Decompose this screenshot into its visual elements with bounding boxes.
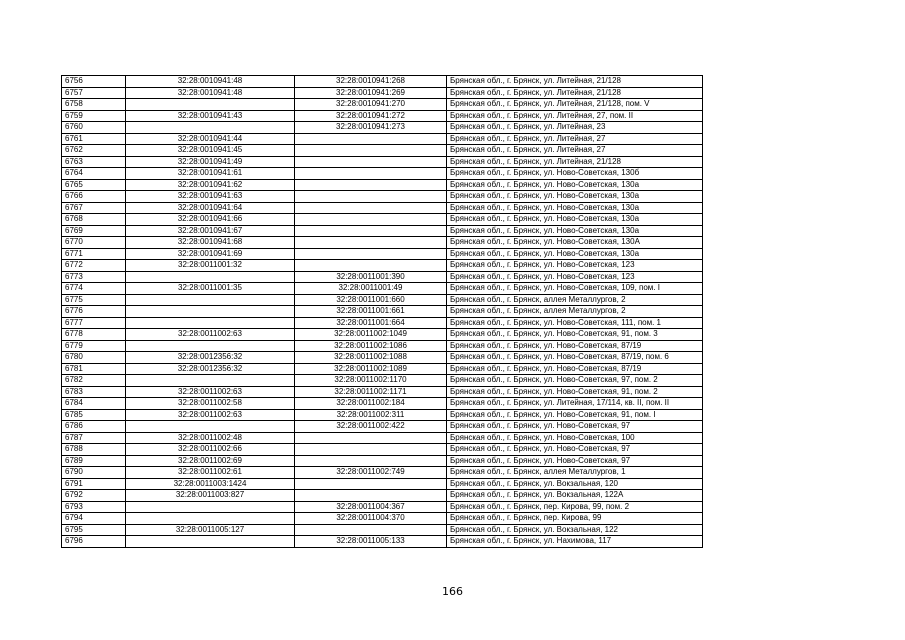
row-number-cell: 6781 [62, 363, 126, 375]
parcel-cadastral-number-cell: 32:28:0010941:68 [126, 237, 295, 249]
row-number-cell: 6789 [62, 455, 126, 467]
table-row [62, 501, 703, 513]
row-number-cell: 6782 [62, 375, 126, 387]
building-cadastral-number-cell: 32:28:0011002:1089 [295, 363, 447, 375]
table-row [62, 214, 703, 226]
address-cell: Брянская обл., г. Брянск, ул. Ново-Советская, 97 [447, 455, 703, 467]
building-cadastral-number-cell [295, 260, 447, 272]
address-cell: Брянская обл., г. Брянск, ул. Нахимова, 117 [447, 536, 703, 548]
row-number-cell: 6790 [62, 467, 126, 479]
table-row [62, 536, 703, 548]
building-cadastral-number-cell [295, 490, 447, 502]
table-row [62, 283, 703, 295]
parcel-cadastral-number-cell [126, 122, 295, 134]
address-cell: Брянская обл., г. Брянск, ул. Ново-Советская, 130а [447, 225, 703, 237]
parcel-cadastral-number-cell: 32:28:0011002:61 [126, 467, 295, 479]
building-cadastral-number-cell: 32:28:0011002:749 [295, 467, 447, 479]
address-cell: Брянская обл., г. Брянск, ул. Ново-Советская, 130А [447, 237, 703, 249]
parcel-cadastral-number-cell [126, 375, 295, 387]
registry-table-body [62, 76, 703, 548]
address-cell: Брянская обл., г. Брянск, ул. Ново-Советская, 87/19 [447, 340, 703, 352]
table-row [62, 524, 703, 536]
parcel-cadastral-number-cell [126, 501, 295, 513]
building-cadastral-number-cell [295, 478, 447, 490]
building-cadastral-number-cell: 32:28:0011001:660 [295, 294, 447, 306]
address-cell: Брянская обл., г. Брянск, ул. Ново-Советская, 100 [447, 432, 703, 444]
table-row [62, 490, 703, 502]
building-cadastral-number-cell [295, 191, 447, 203]
address-cell: Брянская обл., г. Брянск, ул. Литейная, 27, пом. II [447, 110, 703, 122]
row-number-cell: 6794 [62, 513, 126, 525]
address-cell: Брянская обл., г. Брянск, ул. Ново-Советская, 91, пом. 2 [447, 386, 703, 398]
table-row [62, 294, 703, 306]
parcel-cadastral-number-cell: 32:28:0011001:32 [126, 260, 295, 272]
parcel-cadastral-number-cell: 32:28:0010941:48 [126, 76, 295, 88]
parcel-cadastral-number-cell [126, 421, 295, 433]
parcel-cadastral-number-cell [126, 317, 295, 329]
building-cadastral-number-cell [295, 133, 447, 145]
building-cadastral-number-cell [295, 524, 447, 536]
building-cadastral-number-cell: 32:28:0010941:269 [295, 87, 447, 99]
building-cadastral-number-cell: 32:28:0011002:422 [295, 421, 447, 433]
building-cadastral-number-cell: 32:28:0011002:311 [295, 409, 447, 421]
table-row [62, 122, 703, 134]
parcel-cadastral-number-cell: 32:28:0011005:127 [126, 524, 295, 536]
row-number-cell: 6774 [62, 283, 126, 295]
building-cadastral-number-cell: 32:28:0010941:273 [295, 122, 447, 134]
address-cell: Брянская обл., г. Брянск, ул. Ново-Советская, 91, пом. I [447, 409, 703, 421]
address-cell: Брянская обл., г. Брянск, пер. Кирова, 99, пом. 2 [447, 501, 703, 513]
row-number-cell: 6780 [62, 352, 126, 364]
row-number-cell: 6787 [62, 432, 126, 444]
parcel-cadastral-number-cell [126, 99, 295, 111]
parcel-cadastral-number-cell: 32:28:0010941:61 [126, 168, 295, 180]
parcel-cadastral-number-cell: 32:28:0011003:1424 [126, 478, 295, 490]
table-row [62, 87, 703, 99]
building-cadastral-number-cell: 32:28:0011002:1170 [295, 375, 447, 387]
parcel-cadastral-number-cell [126, 513, 295, 525]
table-row [62, 467, 703, 479]
building-cadastral-number-cell: 32:28:0011004:367 [295, 501, 447, 513]
address-cell: Брянская обл., г. Брянск, аллея Металлургов, 2 [447, 306, 703, 318]
row-number-cell: 6775 [62, 294, 126, 306]
parcel-cadastral-number-cell: 32:28:0010941:66 [126, 214, 295, 226]
row-number-cell: 6766 [62, 191, 126, 203]
building-cadastral-number-cell [295, 455, 447, 467]
row-number-cell: 6784 [62, 398, 126, 410]
building-cadastral-number-cell: 32:28:0011004:370 [295, 513, 447, 525]
table-row [62, 340, 703, 352]
address-cell: Брянская обл., г. Брянск, ул. Вокзальная, 122 [447, 524, 703, 536]
row-number-cell: 6770 [62, 237, 126, 249]
table-row [62, 409, 703, 421]
table-row [62, 179, 703, 191]
parcel-cadastral-number-cell [126, 294, 295, 306]
address-cell: Брянская обл., г. Брянск, аллея Металлургов, 1 [447, 467, 703, 479]
row-number-cell: 6779 [62, 340, 126, 352]
parcel-cadastral-number-cell [126, 340, 295, 352]
row-number-cell: 6788 [62, 444, 126, 456]
parcel-cadastral-number-cell: 32:28:0010941:67 [126, 225, 295, 237]
row-number-cell: 6792 [62, 490, 126, 502]
building-cadastral-number-cell: 32:28:0011002:1049 [295, 329, 447, 341]
address-cell: Брянская обл., г. Брянск, ул. Ново-Советская, 130а [447, 202, 703, 214]
row-number-cell: 6773 [62, 271, 126, 283]
building-cadastral-number-cell: 32:28:0010941:268 [295, 76, 447, 88]
parcel-cadastral-number-cell: 32:28:0010941:43 [126, 110, 295, 122]
table-row [62, 271, 703, 283]
address-cell: Брянская обл., г. Брянск, пер. Кирова, 99 [447, 513, 703, 525]
parcel-cadastral-number-cell: 32:28:0011001:35 [126, 283, 295, 295]
parcel-cadastral-number-cell: 32:28:0010941:48 [126, 87, 295, 99]
address-cell: Брянская обл., г. Брянск, ул. Вокзальная, 122А [447, 490, 703, 502]
row-number-cell: 6756 [62, 76, 126, 88]
row-number-cell: 6761 [62, 133, 126, 145]
row-number-cell: 6786 [62, 421, 126, 433]
building-cadastral-number-cell [295, 225, 447, 237]
parcel-cadastral-number-cell [126, 306, 295, 318]
table-row [62, 225, 703, 237]
row-number-cell: 6768 [62, 214, 126, 226]
page-number: 166 [442, 585, 463, 598]
table-row [62, 363, 703, 375]
parcel-cadastral-number-cell: 32:28:0010941:49 [126, 156, 295, 168]
address-cell: Брянская обл., г. Брянск, ул. Ново-Советская, 123 [447, 260, 703, 272]
table-row [62, 386, 703, 398]
table-row [62, 375, 703, 387]
building-cadastral-number-cell [295, 248, 447, 260]
table-row [62, 202, 703, 214]
parcel-cadastral-number-cell: 32:28:0010941:62 [126, 179, 295, 191]
row-number-cell: 6758 [62, 99, 126, 111]
row-number-cell: 6772 [62, 260, 126, 272]
address-cell: Брянская обл., г. Брянск, ул. Ново-Советская, 130а [447, 179, 703, 191]
row-number-cell: 6793 [62, 501, 126, 513]
parcel-cadastral-number-cell: 32:28:0010941:64 [126, 202, 295, 214]
building-cadastral-number-cell: 32:28:0011002:184 [295, 398, 447, 410]
parcel-cadastral-number-cell: 32:28:0011002:63 [126, 329, 295, 341]
table-row [62, 76, 703, 88]
address-cell: Брянская обл., г. Брянск, аллея Металлургов, 2 [447, 294, 703, 306]
address-cell: Брянская обл., г. Брянск, ул. Литейная, 27 [447, 145, 703, 157]
address-cell: Брянская обл., г. Брянск, ул. Литейная, 21/128 [447, 76, 703, 88]
building-cadastral-number-cell: 32:28:0011005:133 [295, 536, 447, 548]
address-cell: Брянская обл., г. Брянск, ул. Ново-Советская, 130б [447, 168, 703, 180]
row-number-cell: 6757 [62, 87, 126, 99]
building-cadastral-number-cell [295, 444, 447, 456]
row-number-cell: 6763 [62, 156, 126, 168]
building-cadastral-number-cell [295, 432, 447, 444]
row-number-cell: 6783 [62, 386, 126, 398]
table-row [62, 191, 703, 203]
table-row [62, 317, 703, 329]
building-cadastral-number-cell: 32:28:0010941:270 [295, 99, 447, 111]
table-row [62, 455, 703, 467]
address-cell: Брянская обл., г. Брянск, ул. Ново-Советская, 91, пом. 3 [447, 329, 703, 341]
address-cell: Брянская обл., г. Брянск, ул. Ново-Советская, 111, пом. 1 [447, 317, 703, 329]
row-number-cell: 6762 [62, 145, 126, 157]
parcel-cadastral-number-cell [126, 271, 295, 283]
address-cell: Брянская обл., г. Брянск, ул. Ново-Советская, 123 [447, 271, 703, 283]
table-row [62, 156, 703, 168]
building-cadastral-number-cell [295, 237, 447, 249]
parcel-cadastral-number-cell: 32:28:0010941:69 [126, 248, 295, 260]
table-row [62, 260, 703, 272]
table-row [62, 306, 703, 318]
building-cadastral-number-cell [295, 202, 447, 214]
address-cell: Брянская обл., г. Брянск, ул. Ново-Советская, 97, пом. 2 [447, 375, 703, 387]
row-number-cell: 6776 [62, 306, 126, 318]
row-number-cell: 6785 [62, 409, 126, 421]
address-cell: Брянская обл., г. Брянск, ул. Ново-Советская, 97 [447, 421, 703, 433]
table-row [62, 432, 703, 444]
address-cell: Брянская обл., г. Брянск, ул. Литейная, 21/128 [447, 156, 703, 168]
parcel-cadastral-number-cell: 32:28:0012356:32 [126, 352, 295, 364]
table-row [62, 248, 703, 260]
parcel-cadastral-number-cell: 32:28:0011002:48 [126, 432, 295, 444]
address-cell: Брянская обл., г. Брянск, ул. Ново-Советская, 87/19, пом. 6 [447, 352, 703, 364]
table-row [62, 478, 703, 490]
row-number-cell: 6769 [62, 225, 126, 237]
table-row [62, 421, 703, 433]
address-cell: Брянская обл., г. Брянск, ул. Вокзальная, 120 [447, 478, 703, 490]
address-cell: Брянская обл., г. Брянск, ул. Ново-Советская, 97 [447, 444, 703, 456]
table-row [62, 110, 703, 122]
building-cadastral-number-cell: 32:28:0011001:661 [295, 306, 447, 318]
address-cell: Брянская обл., г. Брянск, ул. Литейная, 21/128 [447, 87, 703, 99]
table-row [62, 237, 703, 249]
address-cell: Брянская обл., г. Брянск, ул. Литейная, 27 [447, 133, 703, 145]
building-cadastral-number-cell: 32:28:0011001:664 [295, 317, 447, 329]
row-number-cell: 6760 [62, 122, 126, 134]
row-number-cell: 6777 [62, 317, 126, 329]
building-cadastral-number-cell [295, 168, 447, 180]
table-row [62, 329, 703, 341]
row-number-cell: 6791 [62, 478, 126, 490]
building-cadastral-number-cell: 32:28:0011002:1086 [295, 340, 447, 352]
table-row [62, 145, 703, 157]
row-number-cell: 6767 [62, 202, 126, 214]
building-cadastral-number-cell [295, 214, 447, 226]
address-cell: Брянская обл., г. Брянск, ул. Ново-Советская, 87/19 [447, 363, 703, 375]
row-number-cell: 6796 [62, 536, 126, 548]
parcel-cadastral-number-cell [126, 536, 295, 548]
table-row [62, 133, 703, 145]
address-cell: Брянская обл., г. Брянск, ул. Литейная, 21/128, пом. V [447, 99, 703, 111]
table-row [62, 444, 703, 456]
row-number-cell: 6795 [62, 524, 126, 536]
table-row [62, 398, 703, 410]
building-cadastral-number-cell: 32:28:0011002:1088 [295, 352, 447, 364]
row-number-cell: 6759 [62, 110, 126, 122]
building-cadastral-number-cell: 32:28:0011001:49 [295, 283, 447, 295]
parcel-cadastral-number-cell: 32:28:0011002:58 [126, 398, 295, 410]
parcel-cadastral-number-cell: 32:28:0010941:63 [126, 191, 295, 203]
address-cell: Брянская обл., г. Брянск, ул. Ново-Советская, 130а [447, 248, 703, 260]
row-number-cell: 6764 [62, 168, 126, 180]
table-row [62, 513, 703, 525]
parcel-cadastral-number-cell: 32:28:0012356:32 [126, 363, 295, 375]
table-row [62, 352, 703, 364]
building-cadastral-number-cell [295, 145, 447, 157]
table-row [62, 99, 703, 111]
row-number-cell: 6778 [62, 329, 126, 341]
registry-table [61, 75, 703, 548]
address-cell: Брянская обл., г. Брянск, ул. Литейная, 23 [447, 122, 703, 134]
parcel-cadastral-number-cell: 32:28:0010941:45 [126, 145, 295, 157]
parcel-cadastral-number-cell: 32:28:0011003:827 [126, 490, 295, 502]
row-number-cell: 6771 [62, 248, 126, 260]
building-cadastral-number-cell [295, 179, 447, 191]
building-cadastral-number-cell: 32:28:0011001:390 [295, 271, 447, 283]
address-cell: Брянская обл., г. Брянск, ул. Ново-Советская, 109, пом. I [447, 283, 703, 295]
parcel-cadastral-number-cell: 32:28:0010941:44 [126, 133, 295, 145]
parcel-cadastral-number-cell: 32:28:0011002:63 [126, 409, 295, 421]
address-cell: Брянская обл., г. Брянск, ул. Ново-Советская, 130а [447, 191, 703, 203]
parcel-cadastral-number-cell: 32:28:0011002:66 [126, 444, 295, 456]
building-cadastral-number-cell [295, 156, 447, 168]
address-cell: Брянская обл., г. Брянск, ул. Ново-Советская, 130а [447, 214, 703, 226]
table-row [62, 168, 703, 180]
row-number-cell: 6765 [62, 179, 126, 191]
address-cell: Брянская обл., г. Брянск, ул. Литейная, 17/114, кв. II, пом. II [447, 398, 703, 410]
parcel-cadastral-number-cell: 32:28:0011002:69 [126, 455, 295, 467]
parcel-cadastral-number-cell: 32:28:0011002:63 [126, 386, 295, 398]
building-cadastral-number-cell: 32:28:0011002:1171 [295, 386, 447, 398]
building-cadastral-number-cell: 32:28:0010941:272 [295, 110, 447, 122]
